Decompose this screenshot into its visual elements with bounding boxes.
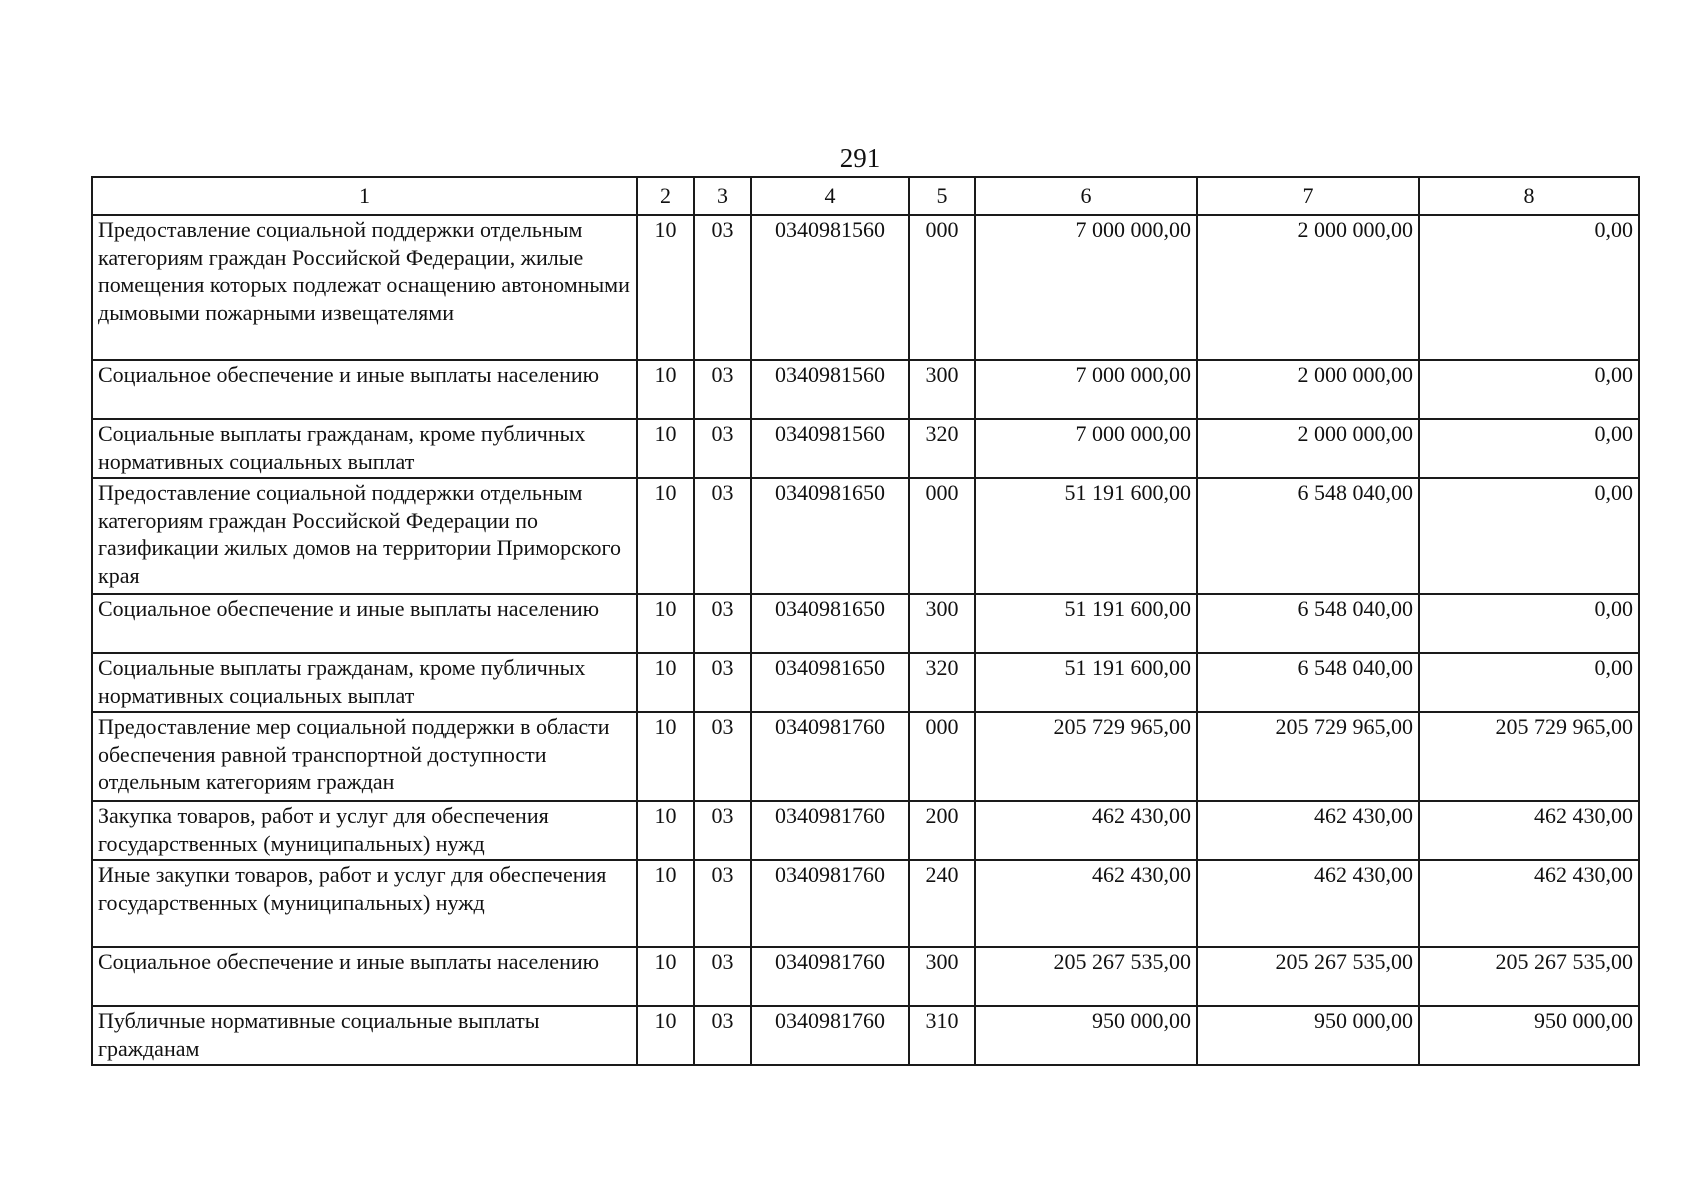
- row-section: 10: [637, 801, 694, 860]
- row-amount-6: 51 191 600,00: [975, 653, 1197, 712]
- row-amount-7: 2 000 000,00: [1197, 360, 1419, 419]
- header-col-7: 7: [1197, 177, 1419, 215]
- table-row: [92, 215, 1639, 360]
- row-amount-8: 0,00: [1419, 594, 1639, 653]
- row-amount-6: 7 000 000,00: [975, 215, 1197, 360]
- row-expense-type: 310: [909, 1006, 975, 1065]
- row-section: 10: [637, 947, 694, 1006]
- row-target-code: 0340981760: [751, 712, 909, 801]
- row-section: 10: [637, 419, 694, 478]
- row-section: 10: [637, 594, 694, 653]
- row-amount-6: 51 191 600,00: [975, 594, 1197, 653]
- row-amount-8: 0,00: [1419, 653, 1639, 712]
- row-amount-6: 462 430,00: [975, 860, 1197, 947]
- row-amount-7: 205 267 535,00: [1197, 947, 1419, 1006]
- row-expense-type: 000: [909, 478, 975, 594]
- row-target-code: 0340981650: [751, 653, 909, 712]
- header-col-8: 8: [1419, 177, 1639, 215]
- row-section: 10: [637, 1006, 694, 1065]
- row-target-code: 0340981760: [751, 1006, 909, 1065]
- row-section: 10: [637, 653, 694, 712]
- row-amount-7: 6 548 040,00: [1197, 478, 1419, 594]
- table-row: [92, 860, 1639, 947]
- row-expense-type: 300: [909, 594, 975, 653]
- row-amount-8: 950 000,00: [1419, 1006, 1639, 1065]
- header-col-2: 2: [637, 177, 694, 215]
- row-amount-7: 462 430,00: [1197, 801, 1419, 860]
- row-expense-type: 200: [909, 801, 975, 860]
- row-amount-8: 0,00: [1419, 478, 1639, 594]
- row-name: Социальное обеспечение и иные выплаты населению: [92, 594, 637, 653]
- row-name: Публичные нормативные социальные выплаты гражданам: [92, 1006, 637, 1065]
- header-col-3: 3: [694, 177, 751, 215]
- row-subsection: 03: [694, 215, 751, 360]
- row-name: Иные закупки товаров, работ и услуг для обеспечения государственных (муниципальных) нужд: [92, 860, 637, 947]
- row-amount-8: 205 729 965,00: [1419, 712, 1639, 801]
- row-name: Социальные выплаты гражданам, кроме публичных нормативных социальных выплат: [92, 653, 637, 712]
- table-row: [92, 478, 1639, 594]
- row-subsection: 03: [694, 1006, 751, 1065]
- row-amount-6: 205 267 535,00: [975, 947, 1197, 1006]
- row-amount-6: 7 000 000,00: [975, 419, 1197, 478]
- row-amount-8: 462 430,00: [1419, 801, 1639, 860]
- header-row: [92, 177, 1639, 215]
- row-target-code: 0340981760: [751, 801, 909, 860]
- header-col-6: 6: [975, 177, 1197, 215]
- row-subsection: 03: [694, 801, 751, 860]
- row-subsection: 03: [694, 947, 751, 1006]
- row-expense-type: 000: [909, 215, 975, 360]
- row-amount-6: 950 000,00: [975, 1006, 1197, 1065]
- row-subsection: 03: [694, 419, 751, 478]
- table-row: [92, 801, 1639, 860]
- row-target-code: 0340981560: [751, 360, 909, 419]
- row-amount-8: 0,00: [1419, 215, 1639, 360]
- row-expense-type: 300: [909, 947, 975, 1006]
- row-subsection: 03: [694, 360, 751, 419]
- row-amount-6: 51 191 600,00: [975, 478, 1197, 594]
- row-amount-6: 205 729 965,00: [975, 712, 1197, 801]
- row-expense-type: 320: [909, 419, 975, 478]
- row-expense-type: 300: [909, 360, 975, 419]
- row-amount-7: 2 000 000,00: [1197, 215, 1419, 360]
- row-subsection: 03: [694, 860, 751, 947]
- row-name: Социальные выплаты гражданам, кроме публичных нормативных социальных выплат: [92, 419, 637, 478]
- row-amount-8: 0,00: [1419, 419, 1639, 478]
- header-col-4: 4: [751, 177, 909, 215]
- row-target-code: 0340981650: [751, 478, 909, 594]
- row-name: Предоставление мер социальной поддержки в области обеспечения равной транспортной доступности отдельным категориям граждан: [92, 712, 637, 801]
- row-subsection: 03: [694, 478, 751, 594]
- row-name: Предоставление социальной поддержки отдельным категориям граждан Российской Федерации по газификации жилых домов на территории Приморского края: [92, 478, 637, 594]
- table-row: [92, 653, 1639, 712]
- row-target-code: 0340981560: [751, 215, 909, 360]
- row-amount-8: 0,00: [1419, 360, 1639, 419]
- table-row: [92, 594, 1639, 653]
- table-row: [92, 1006, 1639, 1065]
- row-amount-8: 462 430,00: [1419, 860, 1639, 947]
- row-section: 10: [637, 712, 694, 801]
- row-section: 10: [637, 478, 694, 594]
- row-amount-7: 462 430,00: [1197, 860, 1419, 947]
- row-name: Социальное обеспечение и иные выплаты населению: [92, 360, 637, 419]
- table-row: [92, 419, 1639, 478]
- row-amount-7: 950 000,00: [1197, 1006, 1419, 1065]
- row-expense-type: 320: [909, 653, 975, 712]
- row-section: 10: [637, 860, 694, 947]
- table-row: [92, 360, 1639, 419]
- row-target-code: 0340981650: [751, 594, 909, 653]
- page-number: 291: [839, 143, 881, 173]
- row-target-code: 0340981760: [751, 860, 909, 947]
- row-amount-6: 7 000 000,00: [975, 360, 1197, 419]
- row-subsection: 03: [694, 653, 751, 712]
- row-target-code: 0340981560: [751, 419, 909, 478]
- budget-table: [91, 176, 1640, 1066]
- row-expense-type: 000: [909, 712, 975, 801]
- table-row: [92, 712, 1639, 801]
- table-row: [92, 947, 1639, 1006]
- row-name: Предоставление социальной поддержки отдельным категориям граждан Российской Федерации, жилые помещения которых подлежат оснащению автономными дымовыми пожарными извещателями: [92, 215, 637, 360]
- row-expense-type: 240: [909, 860, 975, 947]
- row-section: 10: [637, 215, 694, 360]
- row-name: Социальное обеспечение и иные выплаты населению: [92, 947, 637, 1006]
- row-amount-7: 205 729 965,00: [1197, 712, 1419, 801]
- header-col-5: 5: [909, 177, 975, 215]
- header-col-1: 1: [92, 177, 637, 215]
- row-amount-7: 2 000 000,00: [1197, 419, 1419, 478]
- row-amount-6: 462 430,00: [975, 801, 1197, 860]
- row-target-code: 0340981760: [751, 947, 909, 1006]
- row-subsection: 03: [694, 712, 751, 801]
- row-subsection: 03: [694, 594, 751, 653]
- row-amount-7: 6 548 040,00: [1197, 594, 1419, 653]
- row-name: Закупка товаров, работ и услуг для обеспечения государственных (муниципальных) нужд: [92, 801, 637, 860]
- row-amount-8: 205 267 535,00: [1419, 947, 1639, 1006]
- row-amount-7: 6 548 040,00: [1197, 653, 1419, 712]
- row-section: 10: [637, 360, 694, 419]
